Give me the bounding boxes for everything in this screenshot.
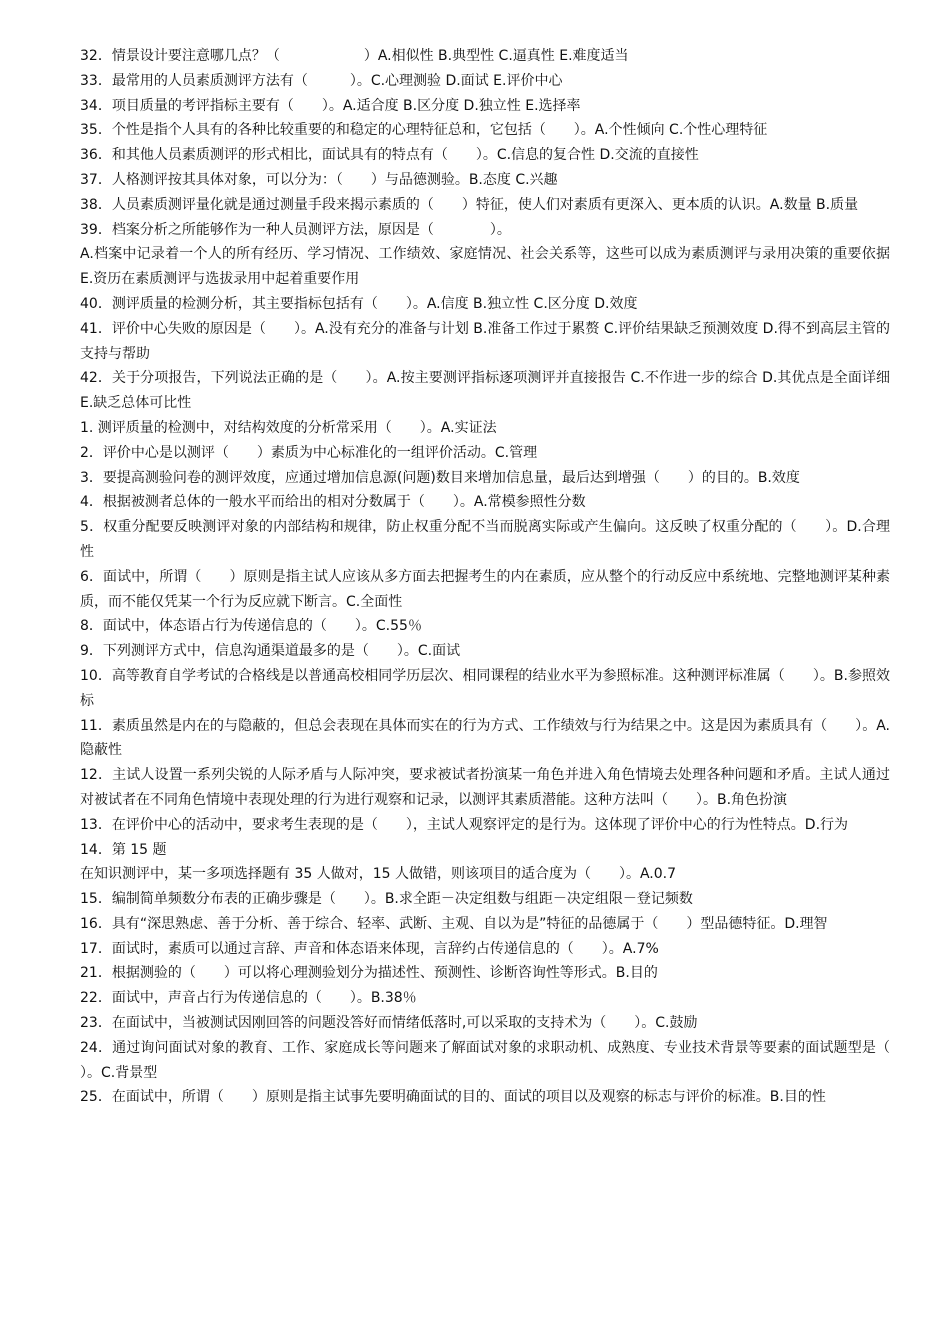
question-22: 22．面试中，声音占行为传递信息的（ ）。B.38％: [80, 990, 417, 1007]
document-page: [80, 44, 918, 1110]
question-12: 12．主试人设置一系列尖锐的人际矛盾与人际冲突，要求被试者扮演某一角色并进入角色情境去处理各种问题和矛盾。主试人通过对被试者在不同角色情境中表现处理的行为进行观察和记录，以测评其素质潜能。这种方法叫（ ）。B.角色扮演: [80, 767, 890, 808]
question-4: 4．根据被测者总体的一般水平而给出的相对分数属于（ ）。A.常模参照性分数: [80, 494, 586, 511]
question-32: 32．情景设计要注意哪几点？（ ）A.相似性 B.典型性 C.逼真性 E.难度适当: [80, 48, 629, 64]
question-41: 41．评价中心失败的原因是（ ）。A.没有充分的准备与计划 B.准备工作过于累赘 C.评价结果缺乏预测效度 D.得不到高层主管的支持与帮助: [80, 320, 890, 362]
question-35: 35．个性是指个人具有的各种比较重要的和稳定的心理特征总和，它包括（ ）。A.个性倾向 C.个性心理特征: [80, 122, 768, 139]
question-16: 16．具有“深思熟虑、善于分析、善于综合、轻率、武断、主观、自以为是”特征的品德属于（ ）型品德特征。D.理智: [80, 915, 828, 932]
question-14-body: 在知识测评中，某一多项选择题有 35 人做对，15 人做错，则该项目的适合度为（ ）。A.0.7: [80, 866, 677, 883]
question-1: 1. 测评质量的检测中，对结构效度的分析常采用（ ）。A.实证法: [80, 419, 497, 436]
question-9: 9．下列测评方式中，信息沟通渠道最多的是（ ）。C.面试: [80, 643, 461, 660]
question-39-answer: A.档案中记录着一个人的所有经历、学习情况、工作绩效、家庭情况、社会关系等，这些可以成为素质测评与录用决策的重要依据 E.资历在素质测评与选拔录用中起着重要作用: [80, 246, 890, 288]
question-3: 3．要提高测验问卷的测评效度，应通过增加信息源(问题)数目来增加信息量，最后达到增强（ ）的目的。B.效度: [80, 469, 800, 486]
question-37: 37．人格测评按其具体对象，可以分为：（ ）与品德测验。B.态度 C.兴趣: [80, 171, 558, 188]
question-38: 38．人员素质测评量化就是通过测量手段来揭示素质的（ ）特征，使人们对素质有更深入、更本质的认识。A.数量 B.质量: [80, 196, 859, 213]
question-23: 23．在面试中，当被测试因刚回答的问题没答好而情绪低落时,可以采取的支持术为（ ）。C.鼓励: [80, 1015, 698, 1032]
question-8: 8．面试中，体态语占行为传递信息的（ ）。C.55％: [80, 618, 422, 635]
question-25: 25．在面试中，所谓（ ）原则是指主试事先要明确面试的目的、面试的项目以及观察的标志与评价的标准。B.目的性: [80, 1089, 826, 1106]
question-24: 24．通过询问面试对象的教育、工作、家庭成长等问题来了解面试对象的求职动机、成熟度、专业技术背景等要素的面试题型是（ ）。C.背景型: [80, 1039, 918, 1081]
question-6: 6．面试中，所谓（ ）原则是指主试人应该从多方面去把握考生的内在素质，应从整个的行动反应中系统地、完整地测评某种素质，而不能仅凭某一个行为反应就下断言。C.全面性: [80, 568, 890, 610]
question-15: 15．编制简单频数分布表的正确步骤是（ ）。B.求全距－决定组数与组距－决定组限－登记频数: [80, 891, 693, 908]
question-34: 34．项目质量的考评指标主要有（ ）。A.适合度 B.区分度 D.独立性 E.选择率: [80, 97, 581, 114]
question-21: 21．根据测验的（ ）可以将心理测验划分为描述性、预测性、诊断咨询性等形式。B.目的: [80, 965, 658, 982]
question-33: 33．最常用的人员素质测评方法有（ ）。C.心理测验 D.面试 E.评价中心: [80, 72, 563, 89]
question-5: 5．权重分配要反映测评对象的内部结构和规律，防止权重分配不当而脱离实际或产生偏向。这反映了权重分配的（ ）。D.合理性: [80, 519, 890, 560]
question-13: 13．在评价中心的活动中，要求考生表现的是（ ），主试人观察评定的是行为。这体现了评价中心的行为性特点。D.行为: [80, 816, 849, 833]
question-39: 39．档案分析之所能够作为一种人员测评方法，原因是（ ）。: [80, 221, 511, 238]
question-14: 14．第 15 题: [80, 841, 167, 858]
question-2: 2．评价中心是以测评（ ）素质为中心标准化的一组评价活动。C.管理: [80, 444, 538, 461]
question-40: 40．测评质量的检测分析，其主要指标包括有（ ）。A.信度 B.独立性 C.区分度 D.效度: [80, 295, 638, 312]
question-11: 11．素质虽然是内在的与隐蔽的，但总会表现在具体而实在的行为方式、工作绩效与行为结果之中。这是因为素质具有（ ）。A.隐蔽性: [80, 717, 890, 759]
question-36: 36．和其他人员素质测评的形式相比，面试具有的特点有（ ）。C.信息的复合性 D.交流的直接性: [80, 147, 699, 164]
question-42: 42．关于分项报告，下列说法正确的是（ ）。A.按主要测评指标逐项测评并直接报告 C.不作进一步的综合 D.其优点是全面详细 E.缺乏总体可比性: [80, 370, 890, 412]
question-17: 17．面试时，素质可以通过言辞、声音和体态语来体现，言辞约占传递信息的（ ）。A.7%: [80, 940, 659, 957]
question-10: 10．高等教育自学考试的合格线是以普通高校相同学历层次、相同课程的结业水平为参照标准。这种测评标准属（ ）。B.参照效标: [80, 667, 890, 709]
